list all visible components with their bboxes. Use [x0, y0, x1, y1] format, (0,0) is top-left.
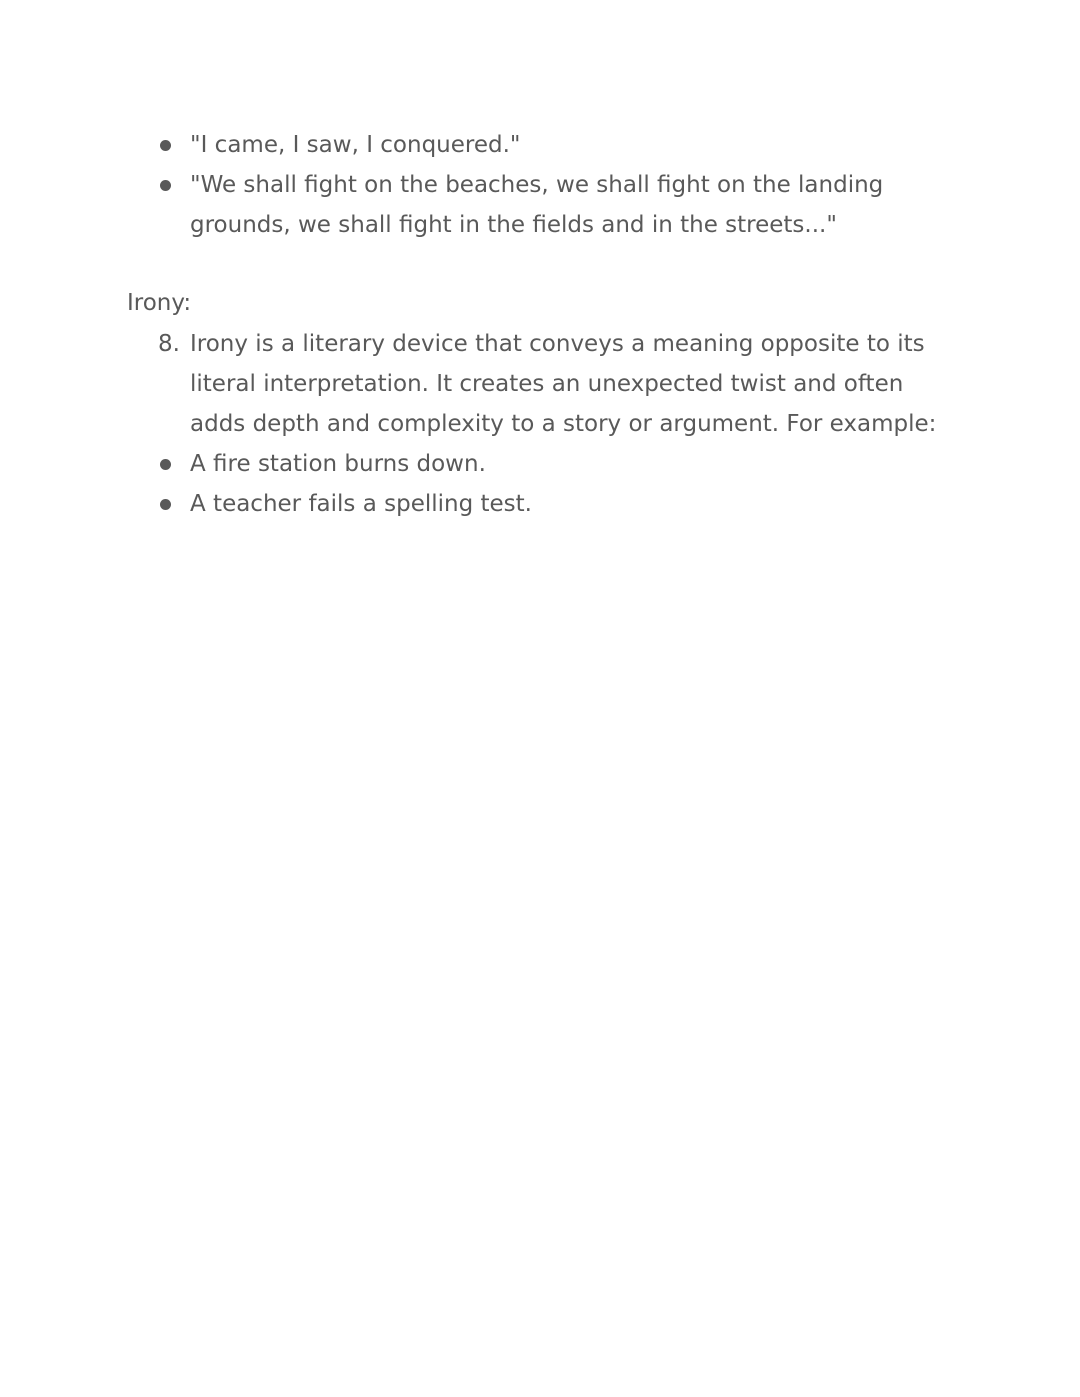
- numbered-list-item: [127, 324, 947, 444]
- quote-bullet-list: [127, 125, 947, 245]
- list-item-text: A teacher fails a spelling test.: [190, 491, 532, 517]
- list-item-text: "I came, I saw, I conquered.": [190, 132, 521, 158]
- example-bullet-list: [127, 444, 947, 524]
- list-item-text: A fire station burns down.: [190, 451, 486, 477]
- list-item: [127, 165, 947, 245]
- document-body: [127, 125, 947, 524]
- bullet-icon: [160, 459, 171, 470]
- bullet-icon: [160, 140, 171, 151]
- list-item: [127, 125, 947, 165]
- section-heading: Irony:: [127, 290, 192, 316]
- numbered-item-text: Irony is a literary device that conveys a meaning opposite to its literal interpretation. It creates an unexpected twist and often adds depth and complexity to a story or argument. For example:: [190, 331, 937, 437]
- bullet-icon: [160, 499, 171, 510]
- list-item: [127, 484, 947, 524]
- bullet-icon: [160, 180, 171, 191]
- list-item: [127, 444, 947, 484]
- list-number: 8.: [158, 331, 180, 357]
- list-item-text: "We shall fight on the beaches, we shall fight on the landing grounds, we shall fight in the fields and in the streets...": [190, 172, 884, 238]
